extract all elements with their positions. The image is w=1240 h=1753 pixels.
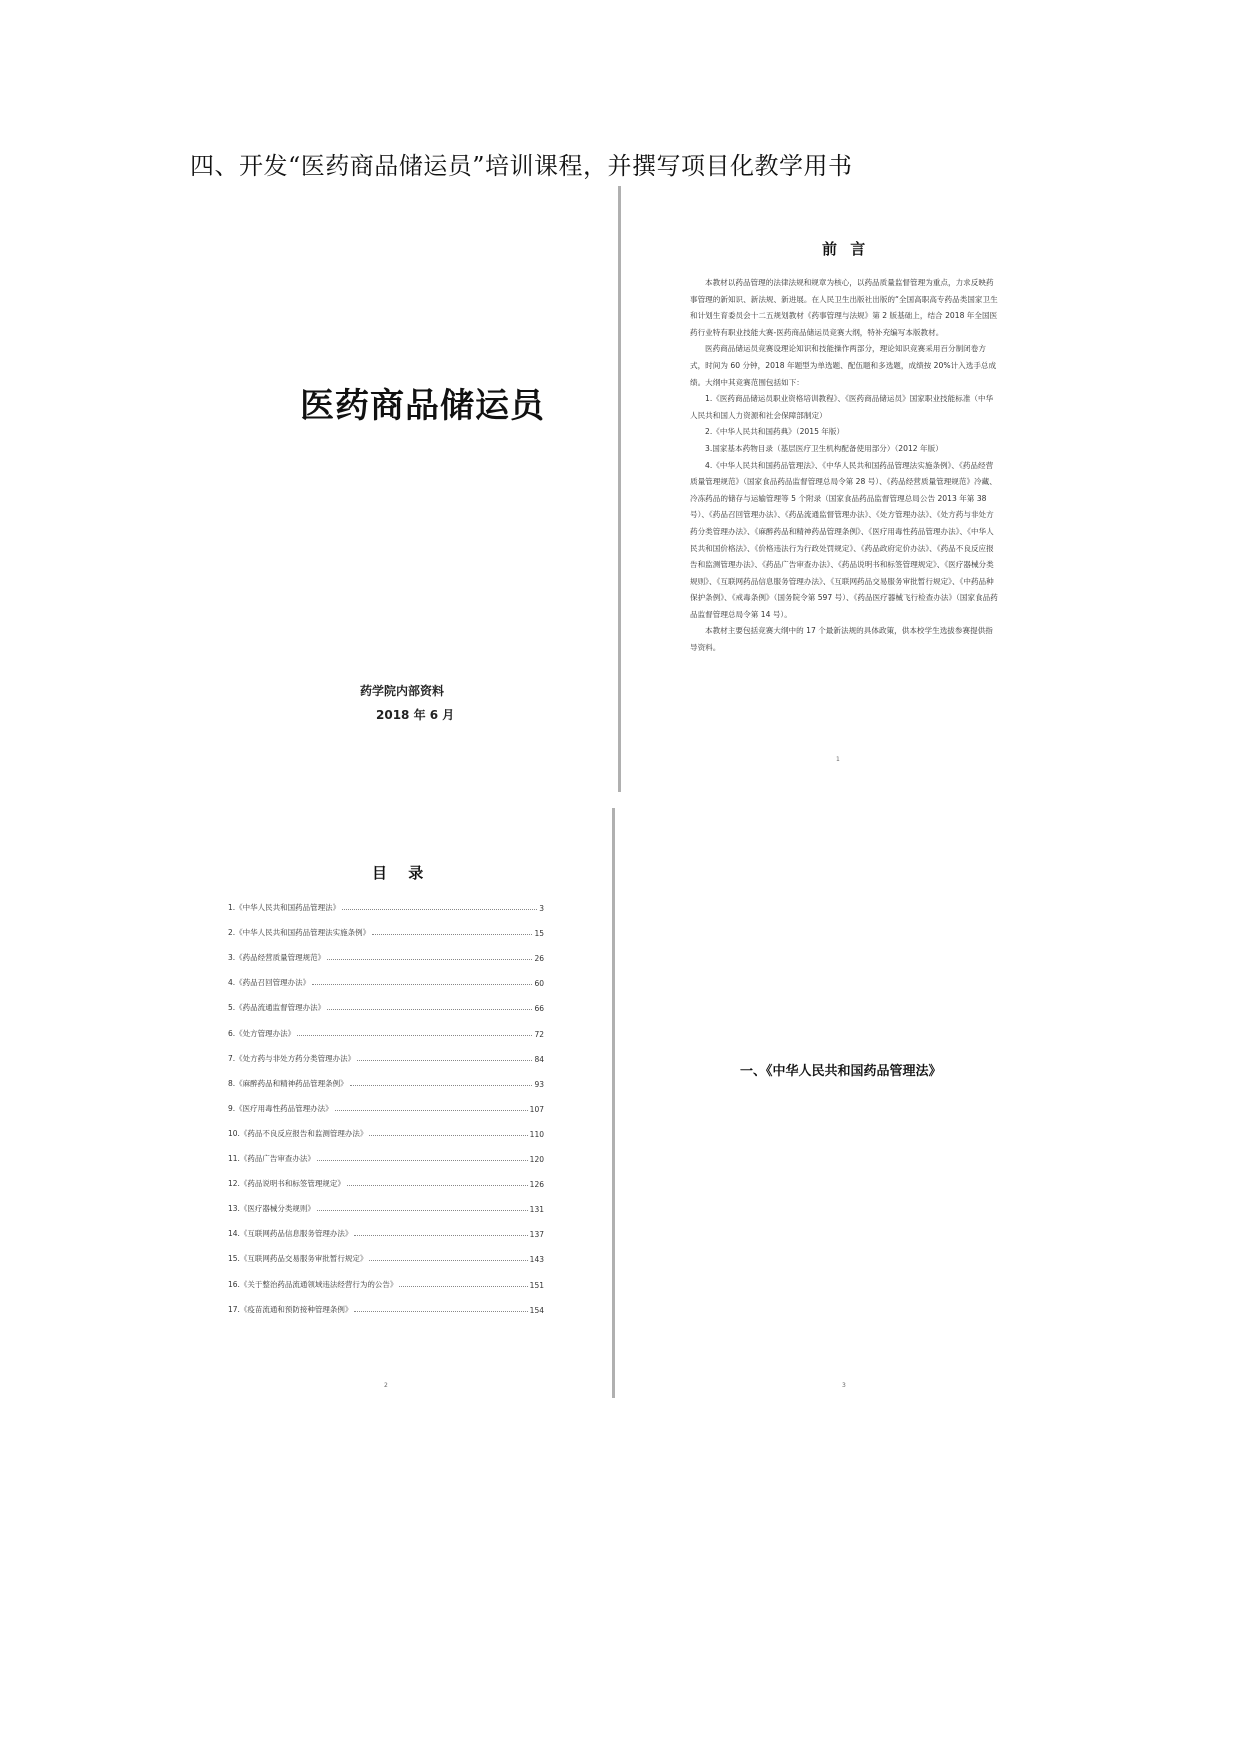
toc-dot-leader: [354, 1311, 527, 1312]
toc-entry: [228, 1064, 544, 1089]
preface-paragraph: 2.《中华人民共和国药典》（2015 年版）: [705, 427, 845, 437]
toc-dot-leader: [317, 1210, 528, 1211]
toc-dot-leader: [327, 1009, 532, 1010]
toc-entry-page: 143: [529, 1255, 544, 1265]
toc-entry-title: 13.《医疗器械分类规则》: [228, 1204, 315, 1214]
toc-entry-page: 107: [529, 1104, 544, 1114]
toc-dot-leader: [312, 984, 532, 985]
toc-entry-page: 151: [529, 1280, 544, 1290]
page-divider-top: [618, 186, 621, 792]
toc-entry-page: 84: [534, 1054, 544, 1064]
toc-entry-title: 17.《疫苗流通和预防接种管理条例》: [228, 1304, 353, 1314]
toc-entry: [228, 963, 544, 988]
toc-entry-title: 6.《处方管理办法》: [228, 1028, 296, 1038]
toc-entry-page: 26: [534, 954, 544, 964]
toc-dot-leader: [357, 1060, 532, 1061]
toc-entry-title: 3.《药品经营质量管理规范》: [228, 953, 326, 963]
toc-entry: [228, 1189, 544, 1214]
toc-dot-leader: [369, 1260, 527, 1261]
cover-org: 药学院内部资料: [360, 684, 445, 698]
toc-entry: [228, 1264, 544, 1289]
toc-entry-title: 9.《医疗用毒性药品管理办法》: [228, 1103, 333, 1113]
toc-entry-title: 4.《药品召回管理办法》: [228, 978, 311, 988]
toc-entry: [228, 1214, 544, 1239]
toc-dot-leader: [342, 909, 537, 910]
toc-entry-title: 5.《药品流通监督管理办法》: [228, 1003, 326, 1013]
toc-entry-page: 126: [529, 1180, 544, 1190]
toc-dot-leader: [399, 1286, 527, 1287]
preface-paragraph: 3.国家基本药物目录（基层医疗卫生机构配备使用部分）（2012 年版）: [705, 443, 943, 453]
toc-entry: [228, 1164, 544, 1189]
toc-dot-leader: [297, 1035, 532, 1036]
toc-entry-title: 1.《中华人民共和国药品管理法》: [228, 903, 341, 913]
preface-paragraph: 本教材以药品管理的法律法规和规章为核心，以药品质量监督管理为重点，力求反映药事管理的新知识、新法规、新进展。在人民卫生出版社出版的“全国高职高专药品类国家卫生和计划生育委员会十二五规划教材《药事管理与法规》第 2 版基础上，结合 2018 年全国医药行业特有职业技能大赛-医药商品储运员竞赛大纲，特补充编写本版教材。: [690, 278, 998, 337]
cover-date: 2018 年 6 月: [376, 708, 455, 722]
page-divider-bottom: [612, 808, 615, 1398]
toc-entry-page: 3: [539, 904, 544, 914]
toc-entry-title: 7.《处方药与非处方药分类管理办法》: [228, 1053, 356, 1063]
toc-entry-title: 8.《麻醉药品和精神药品管理条例》: [228, 1078, 348, 1088]
toc-entry: [228, 988, 544, 1013]
toc-dot-leader: [335, 1110, 528, 1111]
toc-entry: [228, 1139, 544, 1164]
preface-paragraph: 1.《医药商品储运员职业资格培训教程》、《医药商品储运员》国家职业技能标准（中华人民共和国人力资源和社会保障部制定）: [690, 394, 994, 420]
toc-entry-page: 66: [534, 1004, 544, 1014]
toc-entry-title: 11.《药品广告审查办法》: [228, 1154, 315, 1164]
chapter-page-number: 3: [842, 1382, 846, 1389]
preface-paragraph: 医药商品储运员竞赛设理论知识和技能操作两部分，理论知识竞赛采用百分制闭卷方式，时间为 60 分钟，2018 年题型为单选题、配伍题和多选题，成绩按 20%计入选手总成绩。大纲中其竞赛范围包括如下：: [690, 344, 997, 387]
preface-page-number: 1: [836, 756, 840, 763]
toc-dot-leader: [327, 959, 532, 960]
toc-entry-page: 110: [529, 1129, 544, 1139]
toc-entry: [228, 1239, 544, 1264]
toc-entry-page: 60: [534, 979, 544, 989]
toc-entry: [228, 1013, 544, 1038]
toc-entry-page: 131: [529, 1205, 544, 1215]
toc-dot-leader: [372, 934, 532, 935]
toc-dot-leader: [347, 1185, 528, 1186]
toc-list: [228, 888, 544, 1315]
toc-entry: [228, 938, 544, 963]
toc-entry-title: 15.《互联网药品交易服务审批暂行规定》: [228, 1254, 368, 1264]
preface-paragraph: 4.《中华人民共和国药品管理法》、《中华人民共和国药品管理法实施条例》、《药品经营质量管理规范》（国家食品药品监督管理总局令第 28 号）、《药品经营质量管理规范》冷藏、冷冻药品的储存与运输管理等 5 个附录（国家食品药品监督管理总局公告 2013 年第 38 号）、《药品召回管理办法》、《药品流通监督管理办法》、《处方管理办法》、《处方药与非处方药分类管理办法》、《麻醉药品和精神药品管理条例》、《医疗用毒性药品管理办法》、《中华人民共和国价格法》、《价格违法行为行政处罚规定》、《药品政府定价办法》、《药品不良反应报告和监测管理办法》、《药品广告审查办法》、《药品说明书和标签管理规定》、《医疗器械分类规则》、《互联网药品信息服务管理办法》、《互联网药品交易服务审批暂行规定》、《中药品种保护条例》、《戒毒条例》（国务院令第 597 号）、《药品医疗器械飞行检查办法》（国家食品药品监督管理总局令第 14 号）。: [690, 460, 998, 619]
toc-entry-page: 137: [529, 1230, 544, 1240]
toc-entry: [228, 1114, 544, 1139]
toc-entry-page: 15: [534, 929, 544, 939]
toc-entry-title: 14.《互联网药品信息服务管理办法》: [228, 1229, 353, 1239]
toc-dot-leader: [350, 1085, 533, 1086]
preface-title: 前 言: [822, 240, 870, 258]
toc-entry-page: 120: [529, 1155, 544, 1165]
section-heading: 四、开发“医药商品储运员”培训课程，并撰写项目化教学用书: [190, 152, 853, 180]
toc-entry: [228, 913, 544, 938]
toc-entry-page: 93: [534, 1079, 544, 1089]
chapter-title: 一、《中华人民共和国药品管理法》: [740, 1064, 942, 1079]
toc-entry: [228, 888, 544, 913]
toc-dot-leader: [369, 1135, 527, 1136]
toc-dot-leader: [317, 1160, 528, 1161]
toc-entry: [228, 1290, 544, 1315]
toc-entry-title: 12.《药品说明书和标签管理规定》: [228, 1179, 345, 1189]
toc-entry-title: 2.《中华人民共和国药品管理法实施条例》: [228, 928, 371, 938]
toc-entry-page: 72: [534, 1029, 544, 1039]
toc-entry-page: 154: [529, 1305, 544, 1315]
toc-entry-title: 10.《药品不良反应报告和监测管理办法》: [228, 1128, 368, 1138]
toc-entry: [228, 1039, 544, 1064]
toc-page-number: 2: [384, 1382, 388, 1389]
toc-dot-leader: [354, 1235, 527, 1236]
cover-title: 医药商品储运员: [300, 386, 545, 426]
preface-body: [690, 275, 998, 657]
toc-title: 目 录: [372, 864, 432, 882]
preface-paragraph: 本教材主要包括竞赛大纲中的 17 个最新法规的具体政策，供本校学生选拔参赛提供指导资料。: [690, 626, 993, 653]
toc-entry-title: 16.《关于整治药品流通领域违法经营行为的公告》: [228, 1279, 398, 1289]
toc-entry: [228, 1089, 544, 1114]
